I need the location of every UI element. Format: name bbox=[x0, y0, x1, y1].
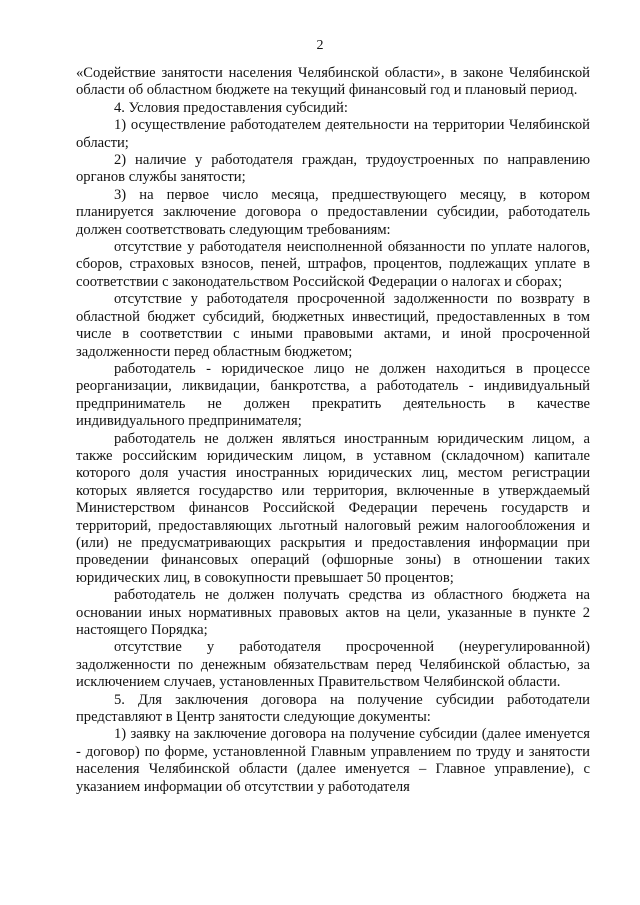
page-number: 2 bbox=[316, 38, 324, 53]
paragraph: 1) осуществление работодателем деятельности на территории Челябинской области; bbox=[76, 117, 590, 151]
paragraph: 4. Условия предоставления субсидий: bbox=[114, 99, 348, 116]
paragraph: «Содействие занятости населения Челябинской области», в законе Челябинской области об областном бюджете на текущий финансовый год и плановый период. bbox=[76, 65, 590, 99]
paragraph: 3) на первое число месяца, предшествующего месяцу, в котором планируется заключение договора о предоставлении субсидии, работодатель должен соответствовать следующим требованиям: bbox=[76, 186, 590, 238]
paragraph: работодатель не должен являться иностранным юридическим лицом, а также российским юридическим лицом, в уставном (складочном) капитале которого доля участия иностранных юридических лиц, местом регистрации которых является государство или территория, включенные в утверждаемый Министерством финансов Российской Федерации перечень государств и территорий, предоставляющих льготный налоговый режим налогообложения и (или) не предусматривающих раскрытия и предоставления информации при проведении финансовых операций (офшорные зоны) в отношении таких юридических лиц, в совокупности превышает 50 процентов; bbox=[76, 430, 590, 586]
paragraph: работодатель - юридическое лицо не должен находиться в процессе реорганизации, ликвидации, банкротства, а работодатель - индивидуальный предприниматель не должен прекратить деятельность в качестве индивидуального предпринимателя; bbox=[76, 360, 590, 430]
paragraph: 5. Для заключения договора на получение субсидии работодатели представляют в Центр занятости следующие документы: bbox=[76, 691, 590, 726]
paragraph: работодатель не должен получать средства из областного бюджета на основании иных нормативных правовых актов на цели, указанные в пункте 2 настоящего Порядка; bbox=[76, 587, 590, 638]
paragraph: 2) наличие у работодателя граждан, трудоустроенных по направлению органов службы занятости; bbox=[76, 152, 590, 186]
document-body bbox=[76, 65, 590, 796]
paragraph: отсутствие у работодателя неисполненной обязанности по уплате налогов, сборов, страховых взносов, пеней, штрафов, процентов, подлежащих уплате в соответствии с законодательством Российской Федерации о налогах и сборах; bbox=[76, 239, 590, 290]
paragraph: отсутствие у работодателя просроченной задолженности по возврату в областной бюджет субсидий, бюджетных инвестиций, предоставленных в том числе в соответствии с иными правовыми актами, и иной просроченной задолженности перед областным бюджетом; bbox=[76, 291, 590, 360]
paragraph: отсутствие у работодателя просроченной (неурегулированной) задолженности по денежным обязательствам перед Челябинской областью, за исключением случаев, установленных Правительством Челябинской области. bbox=[76, 639, 590, 691]
paragraph: 1) заявку на заключение договора на получение субсидии (далее именуется - договор) по форме, установленной Главным управлением по труду и занятости населения Челябинской области (далее именуется – Главное управление), с указанием информации об отсутствии у работодателя bbox=[76, 726, 590, 795]
